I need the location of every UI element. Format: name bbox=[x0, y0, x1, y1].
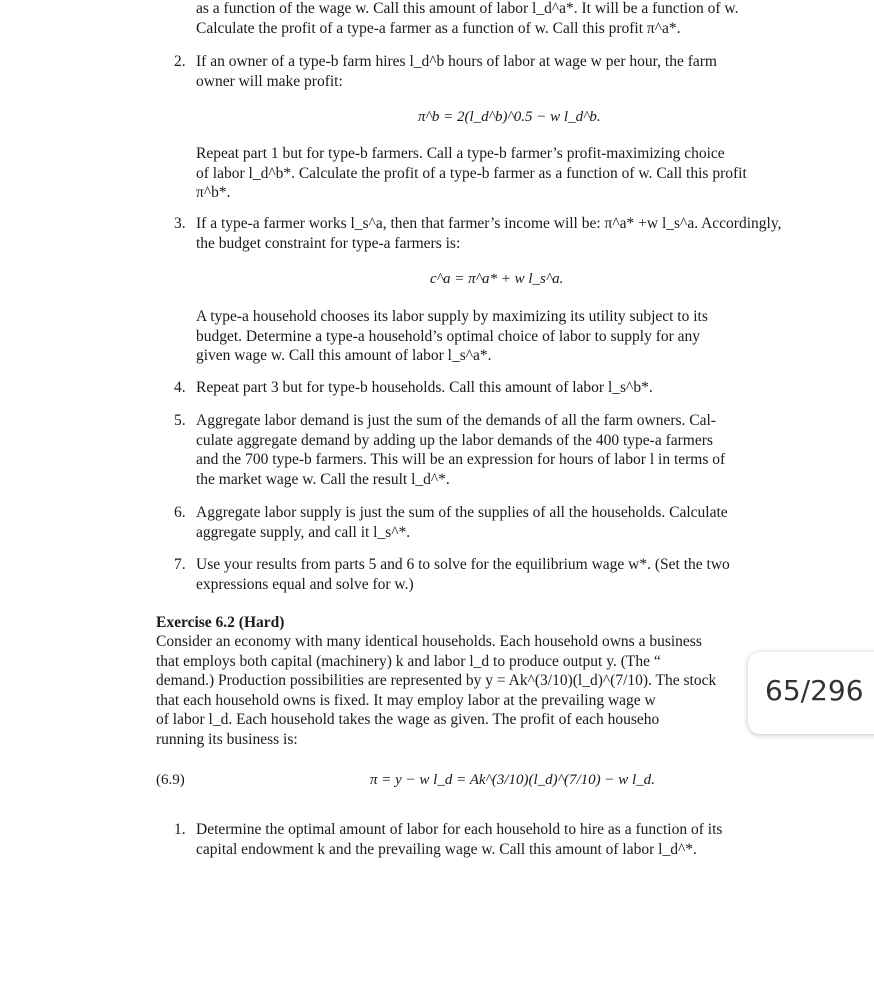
item-number: 2. bbox=[174, 53, 186, 70]
text-line: of labor l_d. Each household takes the wage as given. The profit of each househo bbox=[156, 711, 660, 728]
page-indicator bbox=[748, 652, 874, 734]
text-line: Consider an economy with many identical households. Each household owns a business bbox=[156, 633, 702, 650]
item-7-text bbox=[196, 555, 800, 594]
exercise-heading: Exercise 6.2 (Hard) bbox=[156, 614, 285, 631]
item-5-text bbox=[196, 411, 800, 489]
item-number: 6. bbox=[174, 504, 186, 521]
item-1-continuation bbox=[196, 0, 800, 38]
exercise-intro bbox=[156, 632, 800, 749]
text-line: A type-a household chooses its labor supply by maximizing its utility subject to its bbox=[196, 308, 708, 325]
text-line: owner will make profit: bbox=[196, 72, 343, 90]
equation-profit-b: π^b = 2(l_d^b)^0.5 − w l_d^b. bbox=[418, 109, 601, 125]
text-line: that each household owns is fixed. It may employ labor at the prevailing wage w bbox=[156, 691, 656, 709]
text-line: If an owner of a type-b farm hires l_d^b hours of labor at wage w per hour, the farm bbox=[196, 53, 717, 70]
text-line: of labor l_d^b*. Calculate the profit of a type-b farmer as a function of w. Call this profit bbox=[196, 164, 747, 182]
text-line: the budget constraint for type-a farmers is: bbox=[196, 234, 461, 252]
item-2-text bbox=[196, 52, 800, 91]
item-number: 5. bbox=[174, 412, 186, 429]
text-line: culate aggregate demand by adding up the labor demands of the 400 type-a farmers bbox=[196, 431, 713, 449]
equation-number: (6.9) bbox=[156, 772, 185, 788]
equation-profit: π = y − w l_d = Ak^(3/10)(l_d)^(7/10) − w l_d. bbox=[370, 772, 655, 788]
item-2-followup bbox=[196, 144, 800, 203]
text-line: aggregate supply, and call it l_s^*. bbox=[196, 523, 411, 541]
text-line: the market wage w. Call the result l_d^*. bbox=[196, 470, 450, 488]
text-line: Determine the optimal amount of labor for each household to hire as a function of its bbox=[196, 821, 723, 838]
item-number: 3. bbox=[174, 215, 186, 232]
text-line: Calculate the profit of a type-a farmer as a function of w. Call this profit π^a*. bbox=[196, 19, 681, 37]
item-number: 7. bbox=[174, 556, 186, 573]
item-3-text bbox=[196, 214, 800, 253]
text-line: expressions equal and solve for w.) bbox=[196, 575, 414, 593]
text-line: demand.) Production possibilities are represented by y = Ak^(3/10)(l_d)^(7/10). The stock bbox=[156, 672, 717, 689]
text-line: π^b*. bbox=[196, 184, 231, 201]
item-number: 4. bbox=[174, 379, 186, 396]
text-line: that employs both capital (machinery) k and labor l_d to produce output y. (The “ bbox=[156, 652, 661, 670]
text-line: and the 700 type-b farmers. This will be an expression for hours of labor l in terms of bbox=[196, 451, 726, 468]
page-indicator-label: 65/296 bbox=[765, 674, 864, 707]
text-line: If a type-a farmer works l_s^a, then that farmer’s income will be: π^a* +w l_s^a. Accordingly, bbox=[196, 215, 782, 232]
text-line: Repeat part 3 but for type-b households. Call this amount of labor l_s^b*. bbox=[196, 379, 653, 396]
item-4-text bbox=[196, 378, 800, 398]
item-3-followup bbox=[196, 307, 800, 366]
item-6-text bbox=[196, 503, 800, 542]
equation-budget-a: c^a = π^a* + w l_s^a. bbox=[430, 271, 564, 287]
item-number: 1. bbox=[174, 821, 186, 838]
text-line: Aggregate labor demand is just the sum of the demands of all the farm owners. Cal- bbox=[196, 412, 716, 429]
exercise-item-1-text bbox=[196, 820, 800, 859]
text-line: budget. Determine a type-a household’s optimal choice of labor to supply for any bbox=[196, 327, 701, 345]
text-line: Use your results from parts 5 and 6 to solve for the equilibrium wage w*. (Set the two bbox=[196, 556, 730, 573]
text-line: Aggregate labor supply is just the sum of the supplies of all the households. Calculate bbox=[196, 504, 728, 521]
text-line: Repeat part 1 but for type-b farmers. Call a type-b farmer’s profit-maximizing choice bbox=[196, 145, 725, 162]
text-line: given wage w. Call this amount of labor l_s^a*. bbox=[196, 347, 492, 364]
text-line: running its business is: bbox=[156, 730, 298, 748]
text-line: as a function of the wage w. Call this amount of labor l_d^a*. It will be a function of w. bbox=[196, 0, 739, 17]
text-line: capital endowment k and the prevailing wage w. Call this amount of labor l_d^*. bbox=[196, 840, 697, 858]
